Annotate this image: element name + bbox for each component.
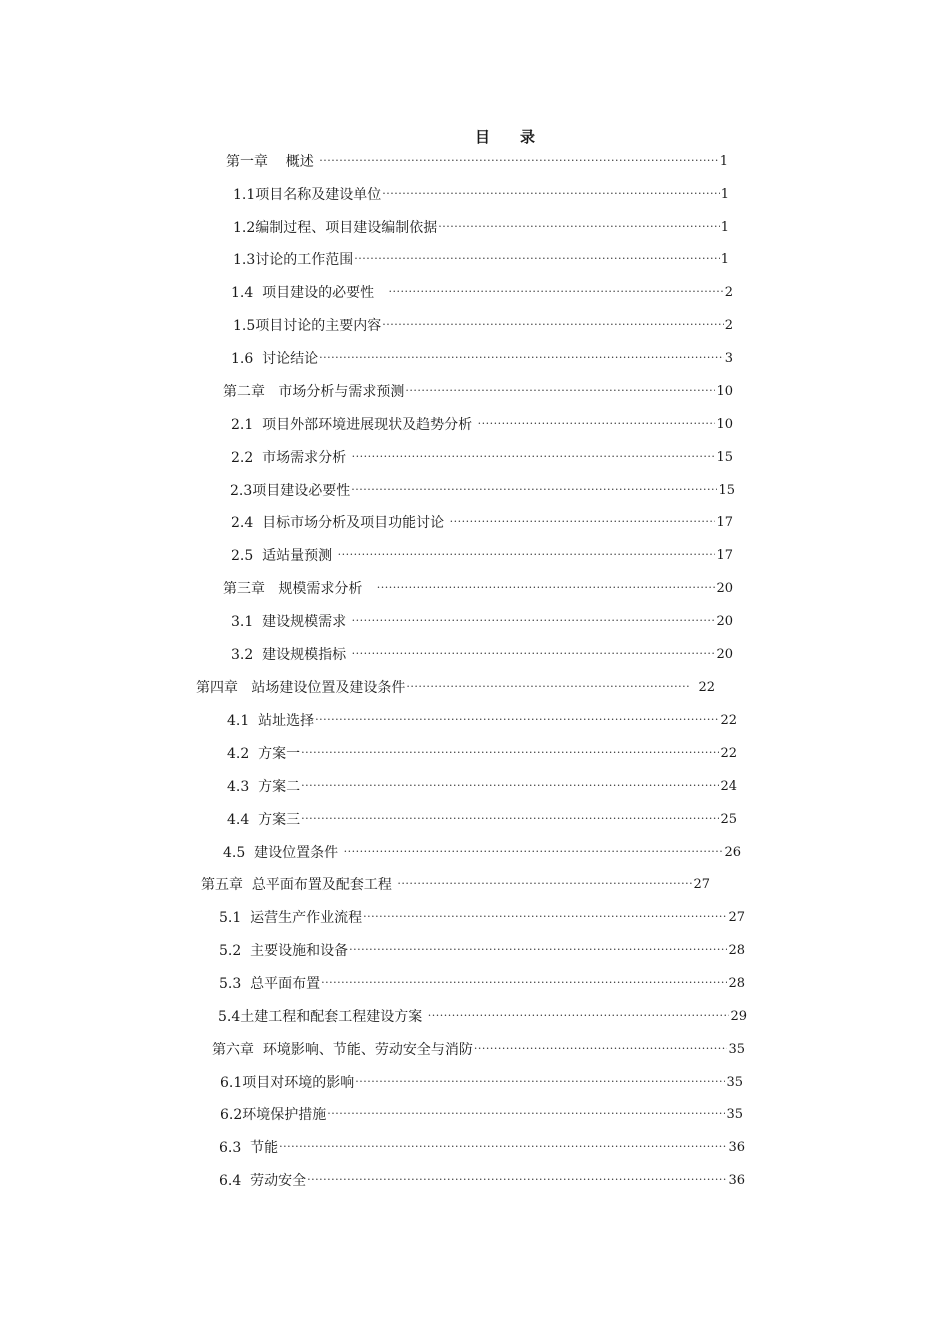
- toc-entry-page: 1: [720, 186, 729, 202]
- toc-entry-page: 22: [720, 745, 737, 761]
- toc-entry-page: 15: [716, 449, 733, 465]
- toc-leader-dots: [301, 808, 719, 830]
- toc-entry-page: 25: [720, 811, 737, 827]
- toc-entry-label: 6.2环境保护措施: [220, 1107, 327, 1123]
- toc-leader-dots: [438, 216, 719, 238]
- toc-entry-label: 1.2编制过程、项目建设编制依据: [233, 220, 438, 236]
- toc-entry-label: 4.4 方案三: [227, 812, 301, 828]
- toc-leader-dots: [315, 709, 719, 731]
- toc-entry-label: 2.5 适站量预测: [231, 548, 337, 564]
- toc-entry-label: 1.6 讨论结论: [231, 351, 319, 367]
- toc-leader-dots: [405, 380, 715, 402]
- toc-entry-label: 第一章 概述: [226, 154, 319, 170]
- toc-entry-label: 第二章 市场分析与需求预测: [223, 384, 405, 400]
- toc-entry[interactable]: [220, 1103, 743, 1125]
- toc-entry-label: 1.1项目名称及建设单位: [233, 187, 382, 203]
- toc-entry-label: 5.2 主要设施和设备: [219, 943, 349, 959]
- toc-entry-label: 1.5项目讨论的主要内容: [233, 318, 382, 334]
- toc-entry[interactable]: [227, 709, 737, 731]
- toc-leader-dots: [363, 906, 727, 928]
- toc-entry-page: 20: [716, 613, 733, 629]
- toc-entry-label: 3.2 建设规模指标: [231, 647, 351, 663]
- toc-leader-dots: [352, 643, 716, 665]
- toc-entry[interactable]: [231, 413, 733, 435]
- toc-entry-page: 10: [716, 416, 733, 432]
- toc-leader-dots: [450, 511, 716, 533]
- toc-entry-label: 3.1 建设规模需求: [231, 614, 351, 630]
- toc-entry[interactable]: [227, 808, 737, 830]
- toc-entry[interactable]: [223, 841, 741, 863]
- toc-entry-label: 4.3 方案二: [227, 779, 301, 795]
- toc-leader-dots: [351, 479, 717, 501]
- toc-entry-page: 1: [720, 251, 729, 267]
- toc-entry[interactable]: [233, 216, 729, 238]
- toc-entry-page: 17: [716, 514, 733, 530]
- toc-entry[interactable]: [230, 479, 735, 501]
- toc-entry[interactable]: [231, 610, 733, 632]
- toc-entry-label: 6.3 节能: [219, 1140, 279, 1156]
- toc-entry-label: 4.1 站址选择: [227, 713, 315, 729]
- toc-leader-dots: [428, 1005, 730, 1027]
- toc-leader-dots: [349, 939, 727, 961]
- toc-entry-label: 5.4土建工程和配套工程建设方案: [218, 1009, 427, 1025]
- toc-leader-dots: [377, 577, 716, 599]
- toc-leader-dots: [319, 150, 718, 172]
- toc-leader-dots: [352, 446, 716, 468]
- toc-entry[interactable]: [231, 511, 733, 533]
- toc-leader-dots: [319, 347, 724, 369]
- toc-entry-label: 第四章 站场建设位置及建设条件: [196, 680, 406, 696]
- toc-entry-label: 2.2 市场需求分析: [231, 450, 351, 466]
- toc-entry[interactable]: [233, 183, 729, 205]
- toc-entry[interactable]: [227, 775, 737, 797]
- toc-leader-dots: [352, 610, 716, 632]
- toc-entry-label: 4.5 建设位置条件: [223, 845, 343, 861]
- toc-entry-page: 35: [728, 1041, 745, 1057]
- toc-entry[interactable]: [219, 1136, 745, 1158]
- toc-entry[interactable]: [219, 1169, 745, 1191]
- toc-entry[interactable]: [231, 281, 733, 303]
- toc-entry-page: 27: [728, 909, 745, 925]
- toc-entry[interactable]: [219, 972, 745, 994]
- toc-entry-page: 24: [720, 778, 737, 794]
- toc-entry-page: 22: [720, 712, 737, 728]
- toc-entry-label: 2.3项目建设必要性: [230, 483, 351, 499]
- toc-entry-page: 22: [698, 679, 715, 695]
- toc-entry-page: 3: [724, 350, 733, 366]
- toc-leader-dots: [279, 1136, 727, 1158]
- toc-leader-dots: [301, 742, 719, 764]
- toc-entry[interactable]: [233, 248, 729, 270]
- toc-entry[interactable]: [196, 676, 715, 698]
- toc-entry[interactable]: [231, 446, 733, 468]
- toc-entry-label: 1.3讨论的工作范围: [233, 252, 354, 268]
- toc-entry-page: 29: [730, 1008, 747, 1024]
- toc-entry-page: 2: [724, 284, 733, 300]
- toc-entry[interactable]: [231, 347, 733, 369]
- toc-entry[interactable]: [223, 380, 733, 402]
- toc-entry-page: 28: [728, 975, 745, 991]
- toc-leader-dots: [382, 183, 719, 205]
- toc-title-part2: 录: [520, 128, 536, 146]
- toc-entry[interactable]: [227, 742, 737, 764]
- toc-leader-dots: [478, 413, 716, 435]
- toc-leader-dots: [301, 775, 719, 797]
- toc-leader-dots: [307, 1169, 727, 1191]
- toc-entry[interactable]: [219, 939, 745, 961]
- toc-entry[interactable]: [233, 314, 733, 336]
- toc-leader-dots: [474, 1038, 728, 1060]
- toc-entry-page: 10: [716, 383, 733, 399]
- toc-entry-label: 6.1项目对环境的影响: [220, 1075, 355, 1091]
- toc-entry[interactable]: [212, 1038, 745, 1060]
- toc-entry[interactable]: [226, 150, 728, 172]
- toc-entry[interactable]: [231, 643, 733, 665]
- toc-entry-label: 5.1 运营生产作业流程: [219, 910, 363, 926]
- toc-entry-page: 35: [726, 1074, 743, 1090]
- toc-entry-page: 28: [728, 942, 745, 958]
- toc-entry-label: 第五章 总平面布置及配套工程: [201, 877, 397, 893]
- toc-entry-page: 2: [724, 317, 733, 333]
- toc-entry-label: 6.4 劳动安全: [219, 1173, 307, 1189]
- toc-leader-dots: [321, 972, 727, 994]
- toc-entry-label: 第三章 规模需求分析: [223, 581, 376, 597]
- toc-entry[interactable]: [231, 544, 733, 566]
- toc-entry-label: 2.4 目标市场分析及项目功能讨论: [231, 515, 449, 531]
- toc-leader-dots: [338, 544, 716, 566]
- toc-entry-page: 27: [693, 876, 710, 892]
- toc-title-part1: 目: [474, 128, 490, 146]
- toc-entry[interactable]: [219, 906, 745, 928]
- toc-leader-dots: [355, 1071, 725, 1093]
- toc-entry[interactable]: [220, 1071, 743, 1093]
- toc-entry-page: 1: [719, 153, 728, 169]
- toc-entry[interactable]: [223, 577, 733, 599]
- toc-entry[interactable]: [201, 873, 710, 895]
- toc-leader-dots: [327, 1103, 725, 1125]
- toc-title: [0, 126, 950, 147]
- toc-entry-page: 36: [728, 1139, 745, 1155]
- toc-entry-page: 17: [716, 547, 733, 563]
- toc-entry-label: 5.3 总平面布置: [219, 976, 321, 992]
- toc-leader-dots: [382, 314, 723, 336]
- toc-entry-page: 36: [728, 1172, 745, 1188]
- toc-entry-label: 1.4 项目建设的必要性: [231, 285, 388, 301]
- toc-entry-page: 26: [724, 844, 741, 860]
- toc-leader-dots: [354, 248, 719, 270]
- toc-entry-label: 2.1 项目外部环境进展现状及趋势分析: [231, 417, 477, 433]
- toc-entry-label: 4.2 方案一: [227, 746, 301, 762]
- toc-entry-page: 20: [716, 646, 733, 662]
- toc-entry-label: 第六章 环境影响、节能、劳动安全与消防: [212, 1042, 473, 1058]
- toc-leader-dots: [389, 281, 724, 303]
- toc-entry-page: 35: [726, 1106, 743, 1122]
- toc-entry-page: 15: [718, 482, 735, 498]
- toc-leader-dots: [406, 676, 689, 698]
- toc-entry-page: 20: [716, 580, 733, 596]
- toc-leader-dots: [397, 873, 692, 895]
- toc-leader-dots: [344, 841, 724, 863]
- toc-entry-page: 1: [720, 219, 729, 235]
- toc-entry[interactable]: [218, 1005, 747, 1027]
